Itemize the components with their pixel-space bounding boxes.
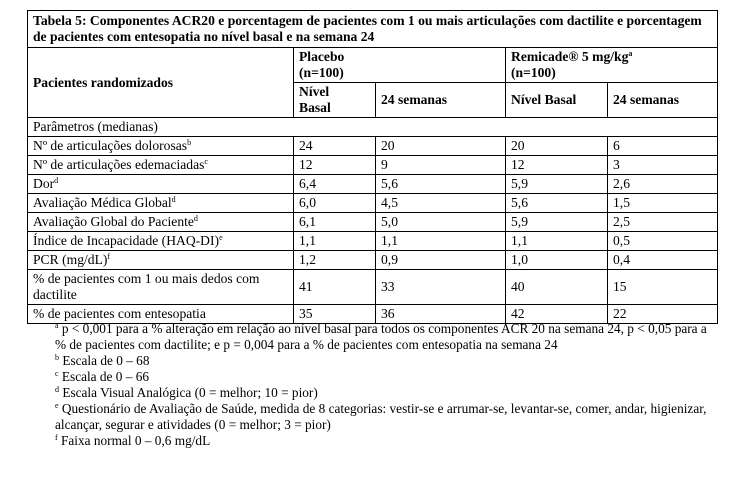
row-footnote-mark: d bbox=[54, 176, 59, 185]
placebo-n: (n=100) bbox=[299, 65, 344, 80]
row-label-text: Dor bbox=[33, 176, 55, 191]
cell-value: 9 bbox=[376, 156, 506, 175]
row-footnote-mark: b bbox=[187, 138, 192, 147]
cell-value: 1,0 bbox=[506, 251, 608, 270]
row-label bbox=[28, 175, 294, 194]
cell-value: 5,0 bbox=[376, 213, 506, 232]
footnote-text: p < 0,001 para a % alteração em relação ao nível basal para todos os componentes ACR 20 na semana 24, p < 0,05 para a % de pacientes com dactilite; e p = 0,004 para a % de pacientes com entesopatia na semana 24 bbox=[55, 321, 707, 352]
col-header-remicade-week24: 24 semanas bbox=[608, 83, 718, 118]
footnote-text: Faixa normal 0 – 0,6 mg/dL bbox=[61, 433, 211, 448]
cell-value: 6 bbox=[608, 137, 718, 156]
table-5 bbox=[27, 10, 718, 324]
cell-value: 12 bbox=[506, 156, 608, 175]
cell-value: 0,4 bbox=[608, 251, 718, 270]
table-row bbox=[28, 194, 718, 213]
remicade-label bbox=[511, 49, 713, 65]
table-caption: Tabela 5: Componentes ACR20 e porcentagem de pacientes com 1 ou mais articulações com dactilite e porcentagem de pacientes com entesopatia no nível basal e na semana 24 bbox=[28, 11, 718, 48]
row-label-text: Avaliação Médica Global bbox=[33, 195, 172, 210]
table-row bbox=[28, 175, 718, 194]
cell-value: 5,9 bbox=[506, 175, 608, 194]
cell-value: 0,5 bbox=[608, 232, 718, 251]
row-label bbox=[28, 270, 294, 305]
table-body bbox=[28, 137, 718, 324]
row-label-text: Nº de articulações edemaciadas bbox=[33, 157, 205, 172]
footnote-text: Escala de 0 – 66 bbox=[61, 369, 150, 384]
cell-value: 3 bbox=[608, 156, 718, 175]
cell-value: 24 bbox=[294, 137, 376, 156]
row-label bbox=[28, 251, 294, 270]
footnote-mark: b bbox=[55, 353, 59, 362]
cell-value: 20 bbox=[376, 137, 506, 156]
cell-value: 5,9 bbox=[506, 213, 608, 232]
cell-value: 42 bbox=[506, 305, 608, 324]
cell-value: 2,6 bbox=[608, 175, 718, 194]
footnote bbox=[55, 321, 715, 353]
row-footnote-mark: d bbox=[193, 214, 198, 223]
cell-value: 1,1 bbox=[294, 232, 376, 251]
row-label bbox=[28, 156, 294, 175]
cell-value: 6,1 bbox=[294, 213, 376, 232]
row-label bbox=[28, 194, 294, 213]
group-header-placebo bbox=[294, 48, 506, 83]
row-label bbox=[28, 232, 294, 251]
table-row bbox=[28, 251, 718, 270]
cell-value: 2,5 bbox=[608, 213, 718, 232]
cell-value: 36 bbox=[376, 305, 506, 324]
row-label-text: Índice de Incapacidade (HAQ-DI) bbox=[33, 233, 220, 248]
footnote-mark: f bbox=[55, 433, 58, 442]
col-header-placebo-week24: 24 semanas bbox=[376, 83, 506, 118]
cell-value: 33 bbox=[376, 270, 506, 305]
footnote bbox=[55, 353, 715, 369]
cell-value: 0,9 bbox=[376, 251, 506, 270]
row-label bbox=[28, 137, 294, 156]
cell-value: 4,5 bbox=[376, 194, 506, 213]
remicade-label-text: Remicade® 5 mg/kg bbox=[511, 49, 629, 64]
col-header-baseline-line1: Nível bbox=[299, 84, 330, 99]
row-label-text: Avaliação Global do Paciente bbox=[33, 214, 194, 229]
cell-value: 6,0 bbox=[294, 194, 376, 213]
row-label-text: Nº de articulações dolorosas bbox=[33, 138, 188, 153]
row-footnote-mark: f bbox=[107, 252, 111, 261]
footnote bbox=[55, 401, 715, 433]
cell-value: 20 bbox=[506, 137, 608, 156]
table-row bbox=[28, 137, 718, 156]
cell-value: 41 bbox=[294, 270, 376, 305]
cell-value: 15 bbox=[608, 270, 718, 305]
footnotes bbox=[55, 321, 715, 449]
footnote-text: Escala Visual Analógica (0 = melhor; 10 = pior) bbox=[62, 385, 318, 400]
row-footnote-mark: e bbox=[219, 233, 223, 242]
row-label-text: % de pacientes com entesopatia bbox=[33, 306, 206, 321]
params-label: Parâmetros (medianas) bbox=[28, 118, 718, 137]
footnote-text: Questionário de Avaliação de Saúde, medida de 8 categorias: vestir-se e arrumar-se, levantar-se, comer, andar, higienizar, alcançar, segurar e atividades (0 = melhor; 3 = pior) bbox=[55, 401, 707, 432]
footnote-mark: c bbox=[55, 369, 59, 378]
footnote-mark: d bbox=[55, 385, 59, 394]
row-label bbox=[28, 213, 294, 232]
cell-value: 1,5 bbox=[608, 194, 718, 213]
placebo-label: Placebo bbox=[299, 49, 345, 64]
caption-row bbox=[28, 11, 718, 48]
cell-value: 1,1 bbox=[506, 232, 608, 251]
remicade-n: (n=100) bbox=[511, 65, 556, 80]
cell-value: 6,4 bbox=[294, 175, 376, 194]
cell-value: 22 bbox=[608, 305, 718, 324]
col-header-placebo-baseline bbox=[294, 83, 376, 118]
cell-value: 5,6 bbox=[376, 175, 506, 194]
footnote-mark: e bbox=[55, 401, 59, 410]
row-footnote-mark: d bbox=[171, 195, 176, 204]
patients-header: Pacientes randomizados bbox=[28, 48, 294, 118]
header-row-1 bbox=[28, 48, 718, 83]
cell-value: 5,6 bbox=[506, 194, 608, 213]
footnote bbox=[55, 369, 715, 385]
row-footnote-mark: c bbox=[204, 157, 208, 166]
footnote-text: Escala de 0 – 68 bbox=[62, 353, 150, 368]
cell-value: 1,1 bbox=[376, 232, 506, 251]
table-row bbox=[28, 270, 718, 305]
footnote-mark: a bbox=[55, 321, 59, 330]
row-label-text: % de pacientes com 1 ou mais dedos com dactilite bbox=[33, 271, 260, 302]
group-header-remicade bbox=[506, 48, 718, 83]
table-row bbox=[28, 156, 718, 175]
table-row bbox=[28, 232, 718, 251]
cell-value: 12 bbox=[294, 156, 376, 175]
col-header-baseline-line2: Basal bbox=[299, 100, 331, 115]
footnote bbox=[55, 433, 715, 449]
col-header-remicade-baseline: Nível Basal bbox=[506, 83, 608, 118]
cell-value: 35 bbox=[294, 305, 376, 324]
footnote bbox=[55, 385, 715, 401]
cell-value: 1,2 bbox=[294, 251, 376, 270]
table-row bbox=[28, 213, 718, 232]
params-row bbox=[28, 118, 718, 137]
cell-value: 40 bbox=[506, 270, 608, 305]
row-label-text: PCR (mg/dL) bbox=[33, 252, 108, 267]
remicade-footnote-mark: a bbox=[628, 49, 633, 58]
